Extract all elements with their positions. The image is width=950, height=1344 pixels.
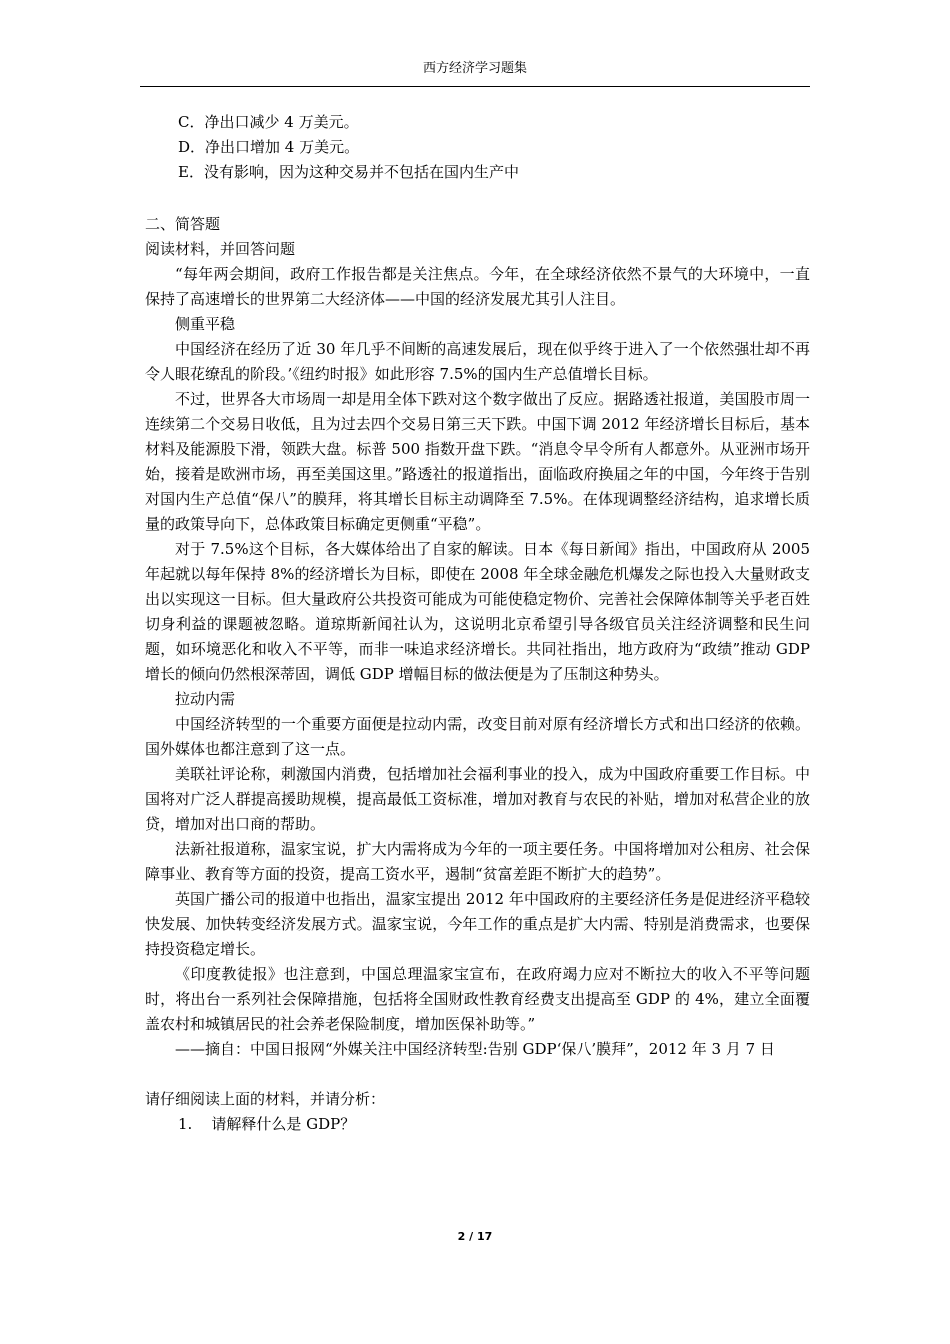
spacer <box>145 1062 810 1087</box>
option-e <box>145 160 810 185</box>
spacer <box>145 185 810 212</box>
running-header: 西方经济学习题集 <box>422 61 527 76</box>
passage-paragraph: “每年两会期间，政府工作报告都是关注焦点。今年，在全球经济依然不景气的大环境中，一直保持了高速增长的世界第二大经济体——中国的经济发展尤其引人注目。 <box>145 265 810 308</box>
passage-paragraph: 英国广播公司的报道中也指出，温家宝提出 2012 年中国政府的主要经济任务是促进经济平稳较快发展、加快转变经济发展方式。温家宝说，今年工作的重点是扩大内需、特别是消费需求，也要保持投资稳定增长。 <box>145 890 810 958</box>
option-text: 净出口增加 4 万美元。 <box>205 138 360 156</box>
passage-paragraph: 美联社评论称，刺激国内消费，包括增加社会福利事业的投入，成为中国政府重要工作目标。中国将对广泛人群提高援助规模，提高最低工资标准，增加对教育与农民的补贴，增加对私营企业的放贷，增加对出口商的帮助。 <box>145 765 810 833</box>
section-heading: 二、简答题 <box>145 215 221 233</box>
passage-paragraph: 不过，世界各大市场周一却是用全体下跌对这个数字做出了反应。据路透社报道，美国股市周一连续第二个交易日收低，且为过去四个交易日第三天下跌。中国下调 2012 年经济增长目标后，基本材料及能源股下滑，领跌大盘。标普 500 指数开盘下跌。“消息令早令所有人都意外。从亚洲市场开始，接着是欧洲市场，再至美国这里。”路透社的报道指出，面临政府换届之年的中国，今年终于告别对国内生产总值“保八”的膜拜，将其增长目标主动调降至 7.5%。在体现调整经济结构，追求增长质量的政策导向下，总体政策目标确定更侧重“平稳”。 <box>145 390 810 533</box>
question-intro: 请仔细阅读上面的材料，并请分析： <box>145 1090 386 1108</box>
passage-paragraph: 《印度教徒报》也注意到，中国总理温家宝宣布，在政府竭力应对不断拉大的收入不平等问题时，将出台一系列社会保障措施，包括将全国财政性教育经费支出提高至 GDP 的 4%，建立全面覆盖农村和城镇居民的社会养老保险制度，增加医保补助等。” <box>145 965 810 1033</box>
question-item <box>145 1112 810 1137</box>
option-d <box>145 135 810 160</box>
passage-subheading: 侧重平稳 <box>175 315 236 333</box>
option-text: 净出口减少 4 万美元。 <box>204 113 359 131</box>
option-label: E． <box>178 163 204 181</box>
page-number: 2 / 17 <box>457 1230 493 1243</box>
question-number: 1. <box>178 1115 193 1133</box>
page-content <box>145 110 810 1137</box>
passage-paragraph: 中国经济转型的一个重要方面便是拉动内需，改变目前对原有经济增长方式和出口经济的依赖。国外媒体也都注意到了这一点。 <box>145 715 810 758</box>
option-text: 没有影响，因为这种交易并不包括在国内生产中 <box>203 163 519 181</box>
passage-source: ——摘自：中国日报网“外媒关注中国经济转型:告别 GDP‘保八’膜拜”，2012 年 3 月 7 日 <box>175 1040 775 1058</box>
option-c <box>145 110 810 135</box>
passage-paragraph: 法新社报道称，温家宝说，扩大内需将成为今年的一项主要任务。中国将增加对公租房、社会保障事业、教育等方面的投资，提高工资水平，遏制“贫富差距不断扩大的趋势”。 <box>145 840 810 883</box>
passage-paragraph: 中国经济在经历了近 30 年几乎不间断的高速发展后，现在似乎终于进入了一个依然强壮却不再令人眼花缭乱的阶段。’《纽约时报》如此形容 7.5%的国内生产总值增长目标。 <box>145 340 810 383</box>
section-instruction: 阅读材料，并回答问题 <box>145 240 296 258</box>
passage-paragraph: 对于 7.5%这个目标，各大媒体给出了自家的解读。日本《每日新闻》指出，中国政府从 2005 年起就以每年保持 8%的经济增长为目标，即使在 2008 年全球金融危机爆发之际也投入大量财政支出以实现这一目标。但大量政府公共投资可能成为可能使稳定物价、完善社会保障体制等关乎老百姓切身利益的课题被忽略。道琼斯新闻社认为，这说明北京希望引导各级官员关注经济调整和民生问题，如环境恶化和收入不平等，而非一味追求经济增长。共同社指出，地方政府为“政绩”推动 GDP 增长的倾向仍然根深蒂固，调低 GDP 增幅目标的做法便是为了压制这种势头。 <box>145 540 810 683</box>
option-label: C． <box>178 113 205 131</box>
option-label: D． <box>178 138 206 156</box>
header-rule <box>140 86 810 87</box>
passage-subheading: 拉动内需 <box>175 690 236 708</box>
question-text: 请解释什么是 GDP？ <box>211 1115 356 1133</box>
